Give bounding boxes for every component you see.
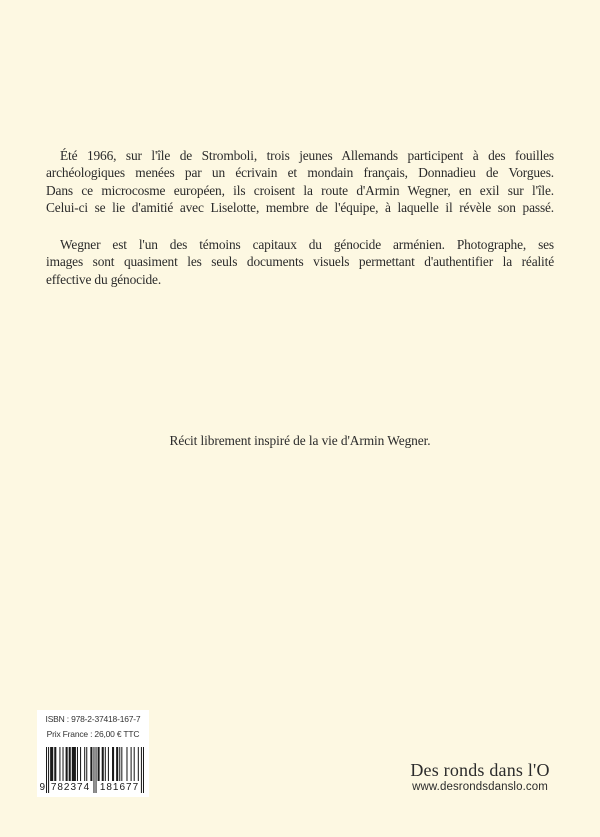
ean13-barcode — [37, 747, 149, 795]
barcode-right-group: 181677 — [99, 782, 140, 793]
synopsis-paragraph — [46, 236, 554, 288]
isbn-price-box — [37, 710, 149, 797]
synopsis-line: Celui-ci se lie d'amitié avec Liselotte, membre de l'équipe, à laquelle il révèle son passé. — [46, 199, 554, 215]
price-line: Prix France : 26,00 € TTC — [46, 729, 140, 739]
barcode-first-digit: 9 — [39, 782, 45, 793]
isbn-line: ISBN : 978-2-37418-167-7 — [45, 714, 141, 724]
synopsis-line: images sont quasiment les seuls documents visuels permettant d'authentifier la réalité — [46, 254, 554, 270]
publisher-website: www.desrondsdanslo.com — [412, 781, 548, 793]
synopsis-line: archéologiques menées par un écrivain et mondain français, Donnadieu de Vorgues. — [46, 165, 554, 181]
synopsis-line: Dans ce microcosme européen, ils croisent la route d'Armin Wegner, en exil sur l'île. — [46, 182, 554, 198]
publisher-name: Des ronds dans l'O — [410, 760, 550, 780]
barcode-left-group: 782374 — [50, 782, 91, 793]
synopsis-line: Wegner est l'un des témoins capitaux du génocide arménien. Photographe, ses — [60, 237, 554, 253]
synopsis-line: effective du génocide. — [46, 271, 162, 287]
synopsis-paragraph — [46, 147, 554, 216]
synopsis-text — [46, 147, 554, 308]
synopsis-line: Été 1966, sur l'île de Stromboli, trois jeunes Allemands participent à des fouilles — [60, 148, 554, 163]
tagline: Récit librement inspiré de la vie d'Armin Wegner. — [169, 433, 431, 448]
publisher-block — [405, 761, 555, 794]
